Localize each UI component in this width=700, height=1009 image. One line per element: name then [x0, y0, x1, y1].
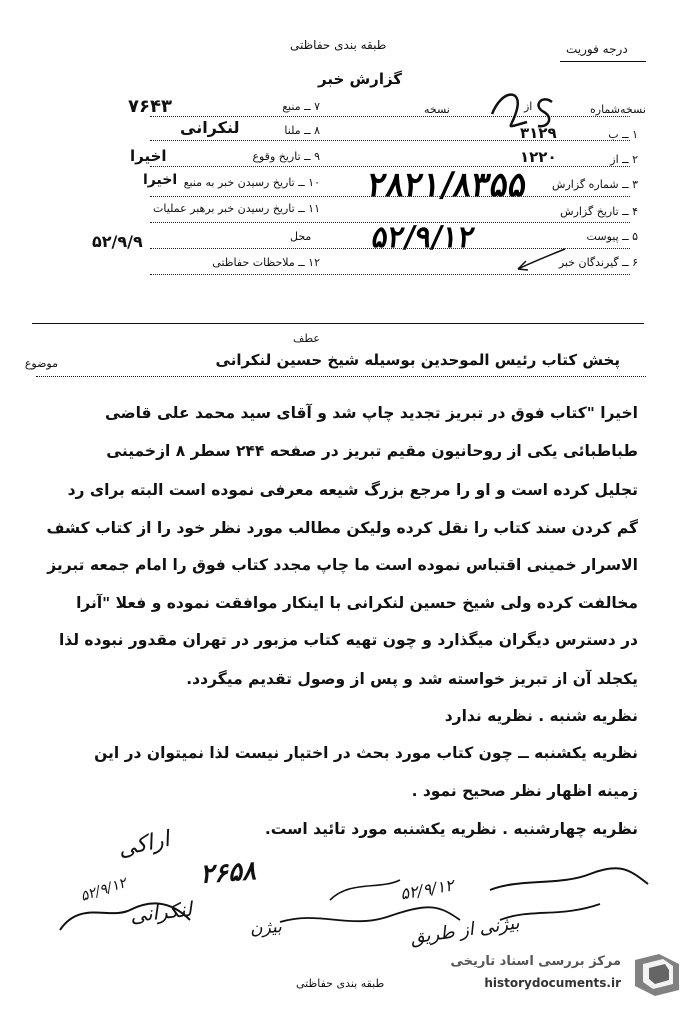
priority-label: درجه فوریت [566, 42, 628, 56]
row1-value: ۳۱۲۹ [520, 124, 557, 142]
handwritten-number: ۲۶۵۸ [199, 856, 257, 890]
place-value: ۵۲/۹/۹ [92, 232, 143, 251]
source-value: ۷۶۴۳ [128, 96, 172, 117]
row2-value: ۱۲۲۰ [520, 148, 557, 166]
subject-underline [36, 376, 646, 377]
report-date-label: ۴ ــ تاریخ گزارش [560, 205, 638, 218]
classification-top: طبقه بندی حفاظتی [290, 38, 387, 52]
reference-label: عطف [293, 332, 320, 345]
handwritten-note: بیژنی از طریق [409, 912, 521, 949]
body-line: در دسترس دیگران میگذارد و چون تهیه کتاب مزبور در تهران مقدور نبوده لذا [58, 631, 638, 649]
report-number-value: ۲۸۲۱/۸۳۵۵ [365, 165, 530, 205]
place-label: محل [290, 230, 312, 243]
attachment-label: ۵ ــ پیوست [586, 230, 638, 243]
fill-line [150, 222, 630, 223]
row1-label: ۱ ــ ب [608, 128, 638, 141]
fill-line [150, 248, 630, 249]
body-line: اخیرا "کتاب فوق در تبریز تجدید چاپ شد و آقای سید محمد علی قاضی [104, 404, 638, 422]
body-line: الاسرار خمینی اقتباس نموده است ما چاپ مجدد کتاب فوق را امام جمعه تبریز [47, 556, 638, 574]
fill-line [150, 116, 630, 117]
body-line: مخالفت کرده ولی شیخ حسین لنکرانی با اینکار موافقت نموده و فعلا "آنرا [76, 594, 638, 612]
body-line: یکجلد آن از تبریز خواسته شد و پس از وصول تقدیم میگردد. [186, 670, 638, 688]
body-line: زمینه اظهار نظر صحیح نمود . [411, 782, 638, 800]
body-line: نظریه شنبه . نظریه ندارد [444, 707, 638, 725]
handwritten-date: ۵۲/۹/۱۲ [398, 875, 455, 904]
section-divider [32, 323, 644, 324]
fill-line [150, 274, 630, 275]
body-line: گم کردن سند کتاب را نقل کرده ولیکن مطالب مورد نظر خود را از کتاب کشف [46, 519, 638, 537]
informant-value: لنکرانی [180, 118, 240, 137]
source-label: ۷ ــ منبع [282, 100, 320, 113]
report-date-value: ۵۲/۹/۱۲ [369, 220, 477, 255]
handwriting-scribbles [20, 860, 660, 960]
occurrence-date-value: اخیرا [130, 147, 167, 165]
handwritten-signature: اراکی [115, 826, 172, 863]
priority-underline [560, 61, 646, 62]
notes-label: ۱۲ ــ ملاحظات حفاظتی [212, 256, 320, 269]
handwritten-note: بیژن [249, 916, 283, 940]
copy-count-label: نسخه [424, 103, 450, 116]
fill-line [150, 140, 630, 141]
copy-of-label: از [524, 100, 533, 113]
informant-label: ۸ ــ ملنا [284, 124, 320, 137]
classification-bottom: طبقه بندی حفاظتی [296, 977, 385, 990]
received-source-value: اخیرا [143, 172, 178, 188]
watermark-url: historydocuments.ir [484, 976, 621, 990]
body-line: طباطبائی یکی از روحانیون مقیم تبریز در صفحه ۲۴۴ سطر ۸ ازخمینی [106, 442, 638, 460]
received-ops-label: ۱۱ ــ تاریخ رسیدن خبر برهبر عملیات [153, 202, 320, 215]
recipients-label: ۶ ــ گیرندگان خبر [558, 256, 638, 269]
body-line: نظریه چهارشنبه . نظریه یکشنبه مورد تائید است. [264, 820, 638, 838]
subject-text: پخش کتاب رئیس الموحدین بوسیله شیخ حسین لنکرانی [215, 351, 620, 369]
handwritten-note: لنکرانی [128, 896, 194, 928]
copy-number-label: نسخه‌شماره [590, 103, 646, 116]
watermark [426, 948, 691, 1003]
report-title: گزارش خبر [318, 70, 403, 88]
fill-line [150, 196, 630, 197]
subject-label: موضوع [24, 357, 58, 370]
handwritten-date: ۵۲/۹/۱۲ [78, 875, 129, 905]
report-number-label: ۳ ــ شماره گزارش [552, 178, 638, 191]
watermark-title: مرکز بررسی اسناد تاریخی [450, 954, 621, 969]
row2-label: ۲ ــ از [610, 153, 638, 166]
body-line: تجلیل کرده است و او را مرجع بزرگ شیعه معرفی نموده است البته برای رد [67, 481, 638, 499]
received-source-label: ۱۰ ــ تاریخ رسیدن خبر به منبع [183, 176, 320, 189]
fill-line [150, 166, 630, 167]
body-line: نظریه یکشنبه ــ چون کتاب مورد بحث در اختیار نیست لذا نمیتوان در این [94, 744, 638, 762]
occurrence-date-label: ۹ ــ تاریخ وقوع [252, 150, 320, 163]
archive-logo-icon [629, 950, 685, 1000]
recipients-arrow [510, 245, 570, 275]
